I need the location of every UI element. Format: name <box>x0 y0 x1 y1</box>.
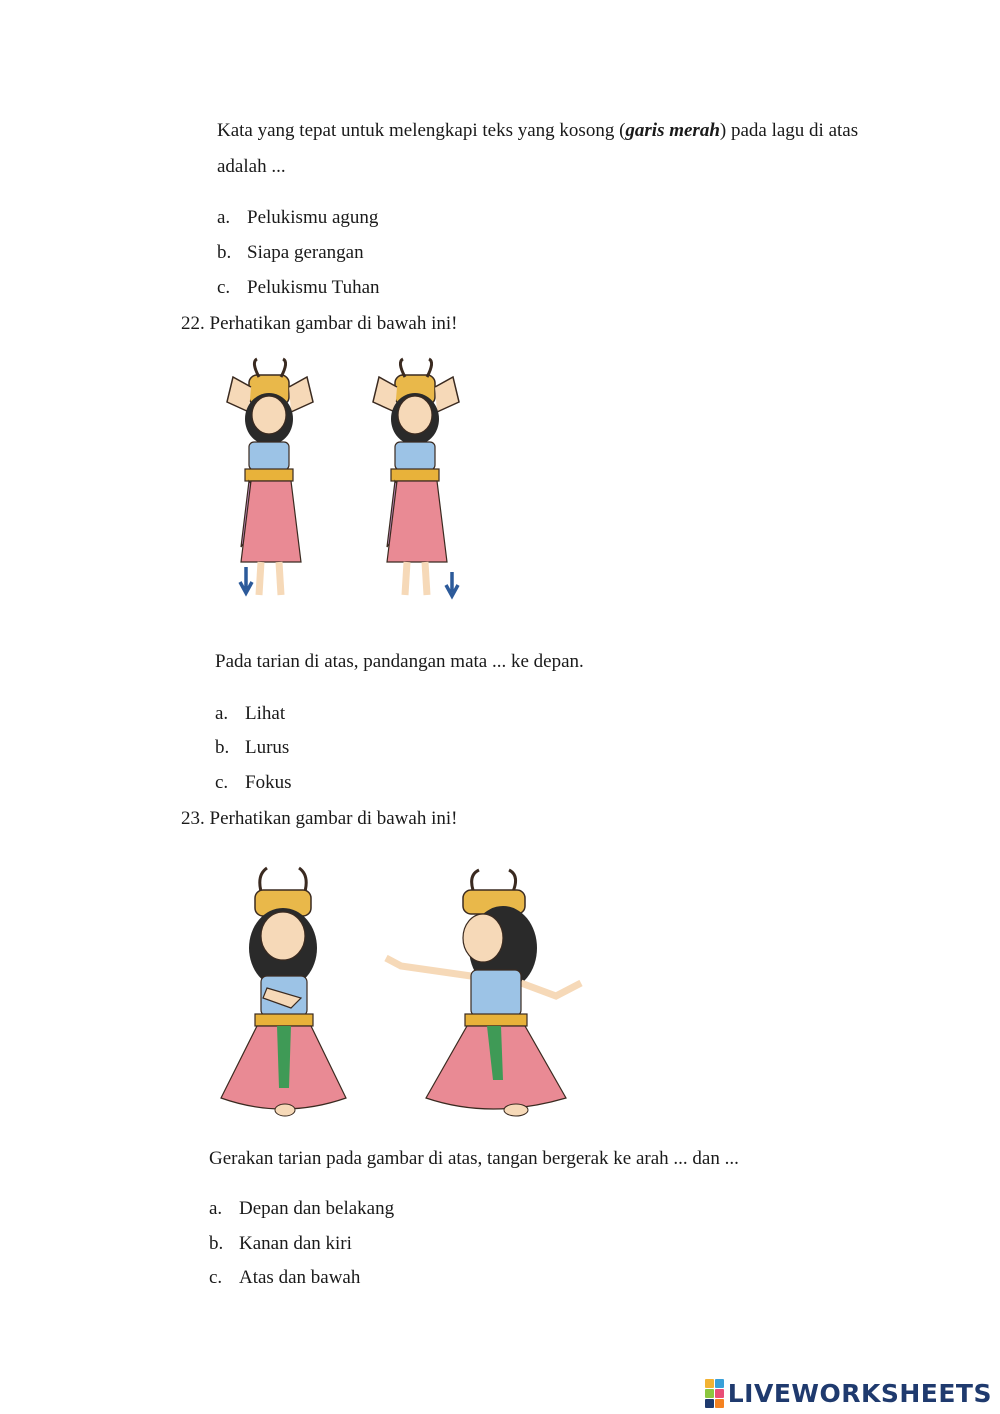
q21-option-c[interactable] <box>217 277 380 299</box>
dancer-figure-seated-side <box>386 870 581 1116</box>
dancer-skirt <box>241 481 301 562</box>
dancer-figure-seated-front <box>221 868 346 1116</box>
q21-option-c-text: Pelukismu Tuhan <box>247 277 380 298</box>
dancer-figure-right <box>373 359 459 596</box>
dancer-face <box>261 912 305 960</box>
dancer-arm-extended-left <box>386 958 471 976</box>
q23-heading: 23. Perhatikan gambar di bawah ini! <box>181 808 458 829</box>
q21-option-a[interactable] <box>217 207 378 229</box>
q23-option-b-letter: b. <box>209 1233 224 1254</box>
q21-prompt <box>217 113 867 185</box>
dancer-sash <box>245 469 293 481</box>
dancer-arm-left <box>373 377 397 412</box>
q21-option-a-text: Pelukismu agung <box>247 207 379 228</box>
q22-option-b-letter: b. <box>215 737 230 758</box>
q22-option-a-letter: a. <box>215 703 229 724</box>
dancer-arm-right <box>435 377 459 412</box>
q21-option-b[interactable] <box>217 242 364 264</box>
dancer-green-panel <box>277 1026 291 1088</box>
q23-dance-illustration <box>211 858 591 1128</box>
logo-mark-cell <box>715 1389 724 1398</box>
liveworksheets-logo-icon <box>705 1379 724 1408</box>
q22-option-c-text: Fokus <box>245 772 292 793</box>
q22-option-c-letter: c. <box>215 772 229 793</box>
q21-prompt-part2: ) pada lagu di atas adalah ... <box>217 120 859 177</box>
dancer-face <box>252 396 286 434</box>
q21-prompt-bold: garis merah <box>625 120 720 141</box>
dancer-horn-left <box>400 359 405 377</box>
q23-option-c-text: Atas dan bawah <box>239 1267 361 1288</box>
dancer-face <box>398 396 432 434</box>
q23-option-c[interactable] <box>209 1267 360 1289</box>
dancer-sash <box>255 1014 313 1026</box>
down-arrow-icon <box>240 567 252 593</box>
logo-mark-cell <box>705 1379 714 1388</box>
dancer-leg-right <box>425 562 427 595</box>
dancer-foot <box>504 1104 528 1116</box>
q22-question: Pada tarian di atas, pandangan mata ... ke depan. <box>215 651 584 672</box>
q22-option-c[interactable] <box>215 772 291 794</box>
dancer-horn-right <box>281 359 286 377</box>
dancer-arm-right <box>289 377 313 412</box>
q22-option-b[interactable] <box>215 737 289 759</box>
q23-option-a-text: Depan dan belakang <box>239 1198 395 1219</box>
dancer-horn-left <box>254 359 259 377</box>
dancer-sash <box>391 469 439 481</box>
q22-dance-illustration <box>211 357 476 623</box>
dancer-sash <box>465 1014 527 1026</box>
liveworksheets-logo[interactable] <box>705 1378 992 1408</box>
q23-option-c-letter: c. <box>209 1267 223 1288</box>
q23-option-a-letter: a. <box>209 1198 223 1219</box>
dancer-arm-left <box>227 377 251 412</box>
dancer-leg-right <box>279 562 281 595</box>
dancer-horn-right <box>427 359 432 377</box>
dancer-figure-left <box>227 359 313 595</box>
dancer-top <box>471 970 521 1016</box>
q21-option-b-text: Siapa gerangan <box>247 242 364 263</box>
q22-option-b-text: Lurus <box>245 737 290 758</box>
dancer-foot <box>275 1104 295 1116</box>
q23-option-a[interactable] <box>209 1198 394 1220</box>
q21-option-b-letter: b. <box>217 242 232 263</box>
q22-heading: 22. Perhatikan gambar di bawah ini! <box>181 313 458 334</box>
dancer-arm-extended-right <box>521 983 581 996</box>
q21-option-a-letter: a. <box>217 207 231 228</box>
q21-prompt-part1: Kata yang tepat untuk melengkapi teks yang kosong ( <box>217 120 626 141</box>
dancer-face <box>463 914 503 962</box>
q21-option-c-letter: c. <box>217 277 231 298</box>
dancer-top <box>249 442 289 470</box>
logo-mark-cell <box>705 1389 714 1398</box>
logo-mark-cell <box>705 1399 714 1408</box>
q22-option-a[interactable] <box>215 703 285 725</box>
liveworksheets-logo-text: LIVEWORKSHEETS <box>727 1378 992 1408</box>
q22-option-a-text: Lihat <box>245 703 286 724</box>
dancer-top <box>395 442 435 470</box>
q23-option-b-text: Kanan dan kiri <box>239 1233 352 1254</box>
dancer-leg-left <box>405 562 407 595</box>
q23-option-b[interactable] <box>209 1233 352 1255</box>
down-arrow-icon <box>446 572 458 596</box>
q23-question: Gerakan tarian pada gambar di atas, tangan bergerak ke arah ... dan ... <box>209 1148 739 1169</box>
dancer-leg-left <box>259 562 261 595</box>
logo-mark-cell <box>715 1379 724 1388</box>
dancer-skirt <box>387 481 447 562</box>
logo-mark-cell <box>715 1399 724 1408</box>
